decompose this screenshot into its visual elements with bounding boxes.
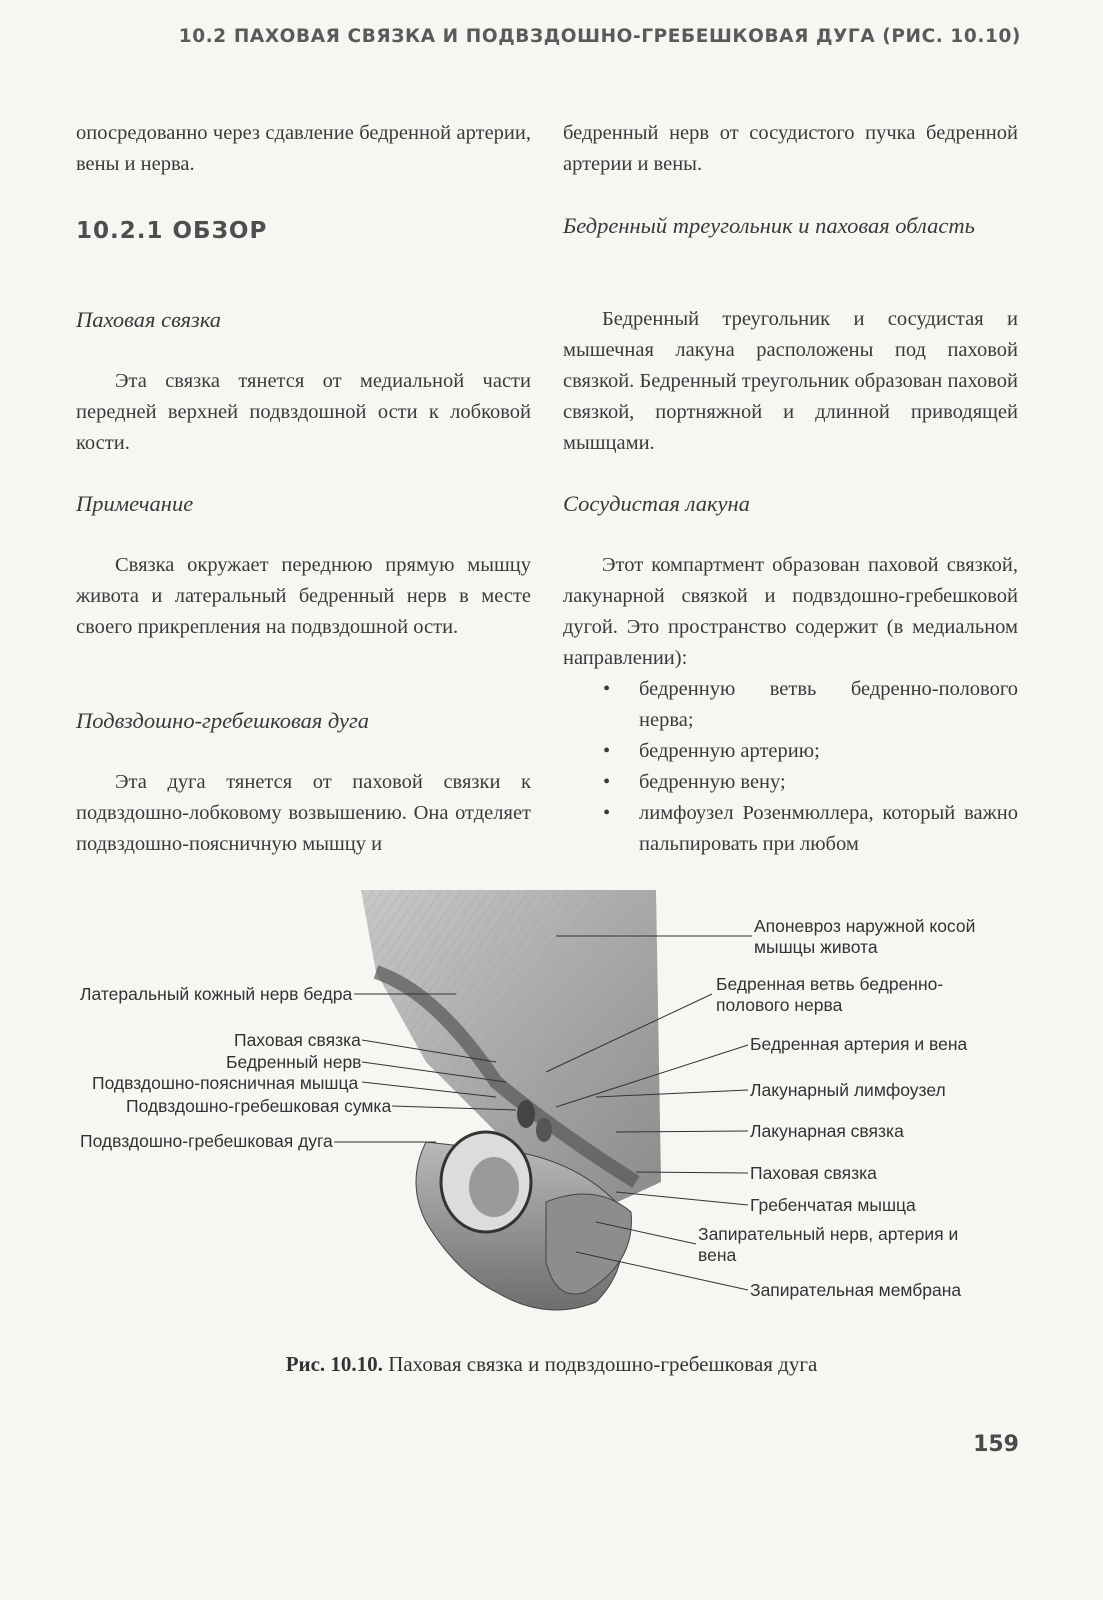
subheading: Сосудистая лакуна bbox=[563, 491, 750, 516]
paragraph: Эта связка тянется от медиальной части передней верхней подвздошной ости к лобковой кости. bbox=[76, 370, 531, 454]
figure-label: Лакунарный лимфоузел bbox=[750, 1080, 946, 1100]
paragraph: Связка окружает переднюю прямую мышцу живота и латеральный бедренный нерв в месте своего прикрепления на подвздошной ости. bbox=[76, 554, 531, 638]
figure-label: Подвздошно-поясничная мышца bbox=[92, 1073, 359, 1093]
running-head: 10.2 ПАХОВАЯ СВЯЗКА И ПОДВЗДОШНО-ГРЕБЕШКОВАЯ ДУГА (РИС. 10.10) bbox=[178, 26, 1021, 47]
bullet-icon: • bbox=[603, 740, 611, 762]
right-column bbox=[563, 118, 1018, 180]
figure-label: Латеральный кожный нерв бедра bbox=[80, 984, 353, 1004]
page-number: 159 bbox=[973, 1432, 1019, 1457]
subheading: Паховая связка bbox=[76, 307, 222, 332]
bullet-icon: • bbox=[603, 678, 611, 700]
figure-label: Подвздошно-гребешковая сумка bbox=[126, 1096, 392, 1116]
list-item: • бедренную вену; bbox=[563, 767, 1018, 798]
caption-text: Паховая связка и подвздошно-гребешковая дуга bbox=[382, 1352, 818, 1376]
paragraph: опосредованно через сдавление бедренной артерии, вены и нерва. bbox=[76, 122, 531, 175]
paragraph: Эта дуга тянется от паховой связки к подвздошно-лобковому возвышению. Она отделяет подвздошно-поясничную мышцу и bbox=[76, 771, 531, 855]
section-title: 10.2.1 ОБЗОР bbox=[76, 218, 268, 244]
figure-label: Паховая связка bbox=[750, 1163, 877, 1183]
bullet-icon: • bbox=[603, 802, 611, 824]
figure-label: Бедренная артерия и вена bbox=[750, 1034, 968, 1054]
figure-label: Бедренный нерв bbox=[226, 1052, 362, 1072]
figure-label: Паховая связка bbox=[234, 1030, 361, 1050]
left-column bbox=[76, 118, 531, 180]
bullet-icon: • bbox=[603, 771, 611, 793]
figure-label: Запирательный нерв, артерия и вена bbox=[698, 1224, 959, 1265]
subheading: Бедренный треугольник и паховая область bbox=[563, 213, 975, 238]
figure-label: Апоневроз наружной косой мышцы живота bbox=[754, 916, 976, 957]
paragraph: бедренный нерв от сосудистого пучка бедренной артерии и вены. bbox=[563, 122, 1018, 175]
list-item: • лимфоузел Розенмюллера, который важно пальпировать при любом bbox=[563, 798, 1018, 860]
paragraph: Этот компартмент образован паховой связкой, лакунарной связкой и подвздошно-гребешковой дугой. Это пространство содержит (в медиальном направлении): bbox=[563, 554, 1018, 669]
figure-caption bbox=[0, 1352, 1103, 1377]
subheading: Подвздошно-гребешковая дуга bbox=[76, 708, 370, 733]
bullet-list bbox=[563, 674, 1018, 860]
figure-label: Гребенчатая мышца bbox=[750, 1195, 916, 1215]
list-item: • бедренную ветвь бедренно-полового нерва; bbox=[563, 674, 1018, 736]
figure-label: Подвздошно-гребешковая дуга bbox=[80, 1131, 333, 1151]
caption-number: Рис. 10.10. bbox=[285, 1352, 383, 1376]
anatomy-figure bbox=[76, 882, 1016, 1342]
paragraph: Бедренный треугольник и сосудистая и мышечная лакуна расположены под паховой связкой. Бедренный треугольник образован паховой связкой, портняжной и длинной приводящей мышцами. bbox=[563, 308, 1018, 454]
subheading: Примечание bbox=[76, 491, 194, 516]
list-item: • бедренную артерию; bbox=[563, 736, 1018, 767]
figure-label: Лакунарная связка bbox=[750, 1121, 904, 1141]
figure-label: Бедренная ветвь бедренно-полового нерва bbox=[716, 974, 944, 1015]
figure-label: Запирательная мембрана bbox=[750, 1280, 962, 1300]
